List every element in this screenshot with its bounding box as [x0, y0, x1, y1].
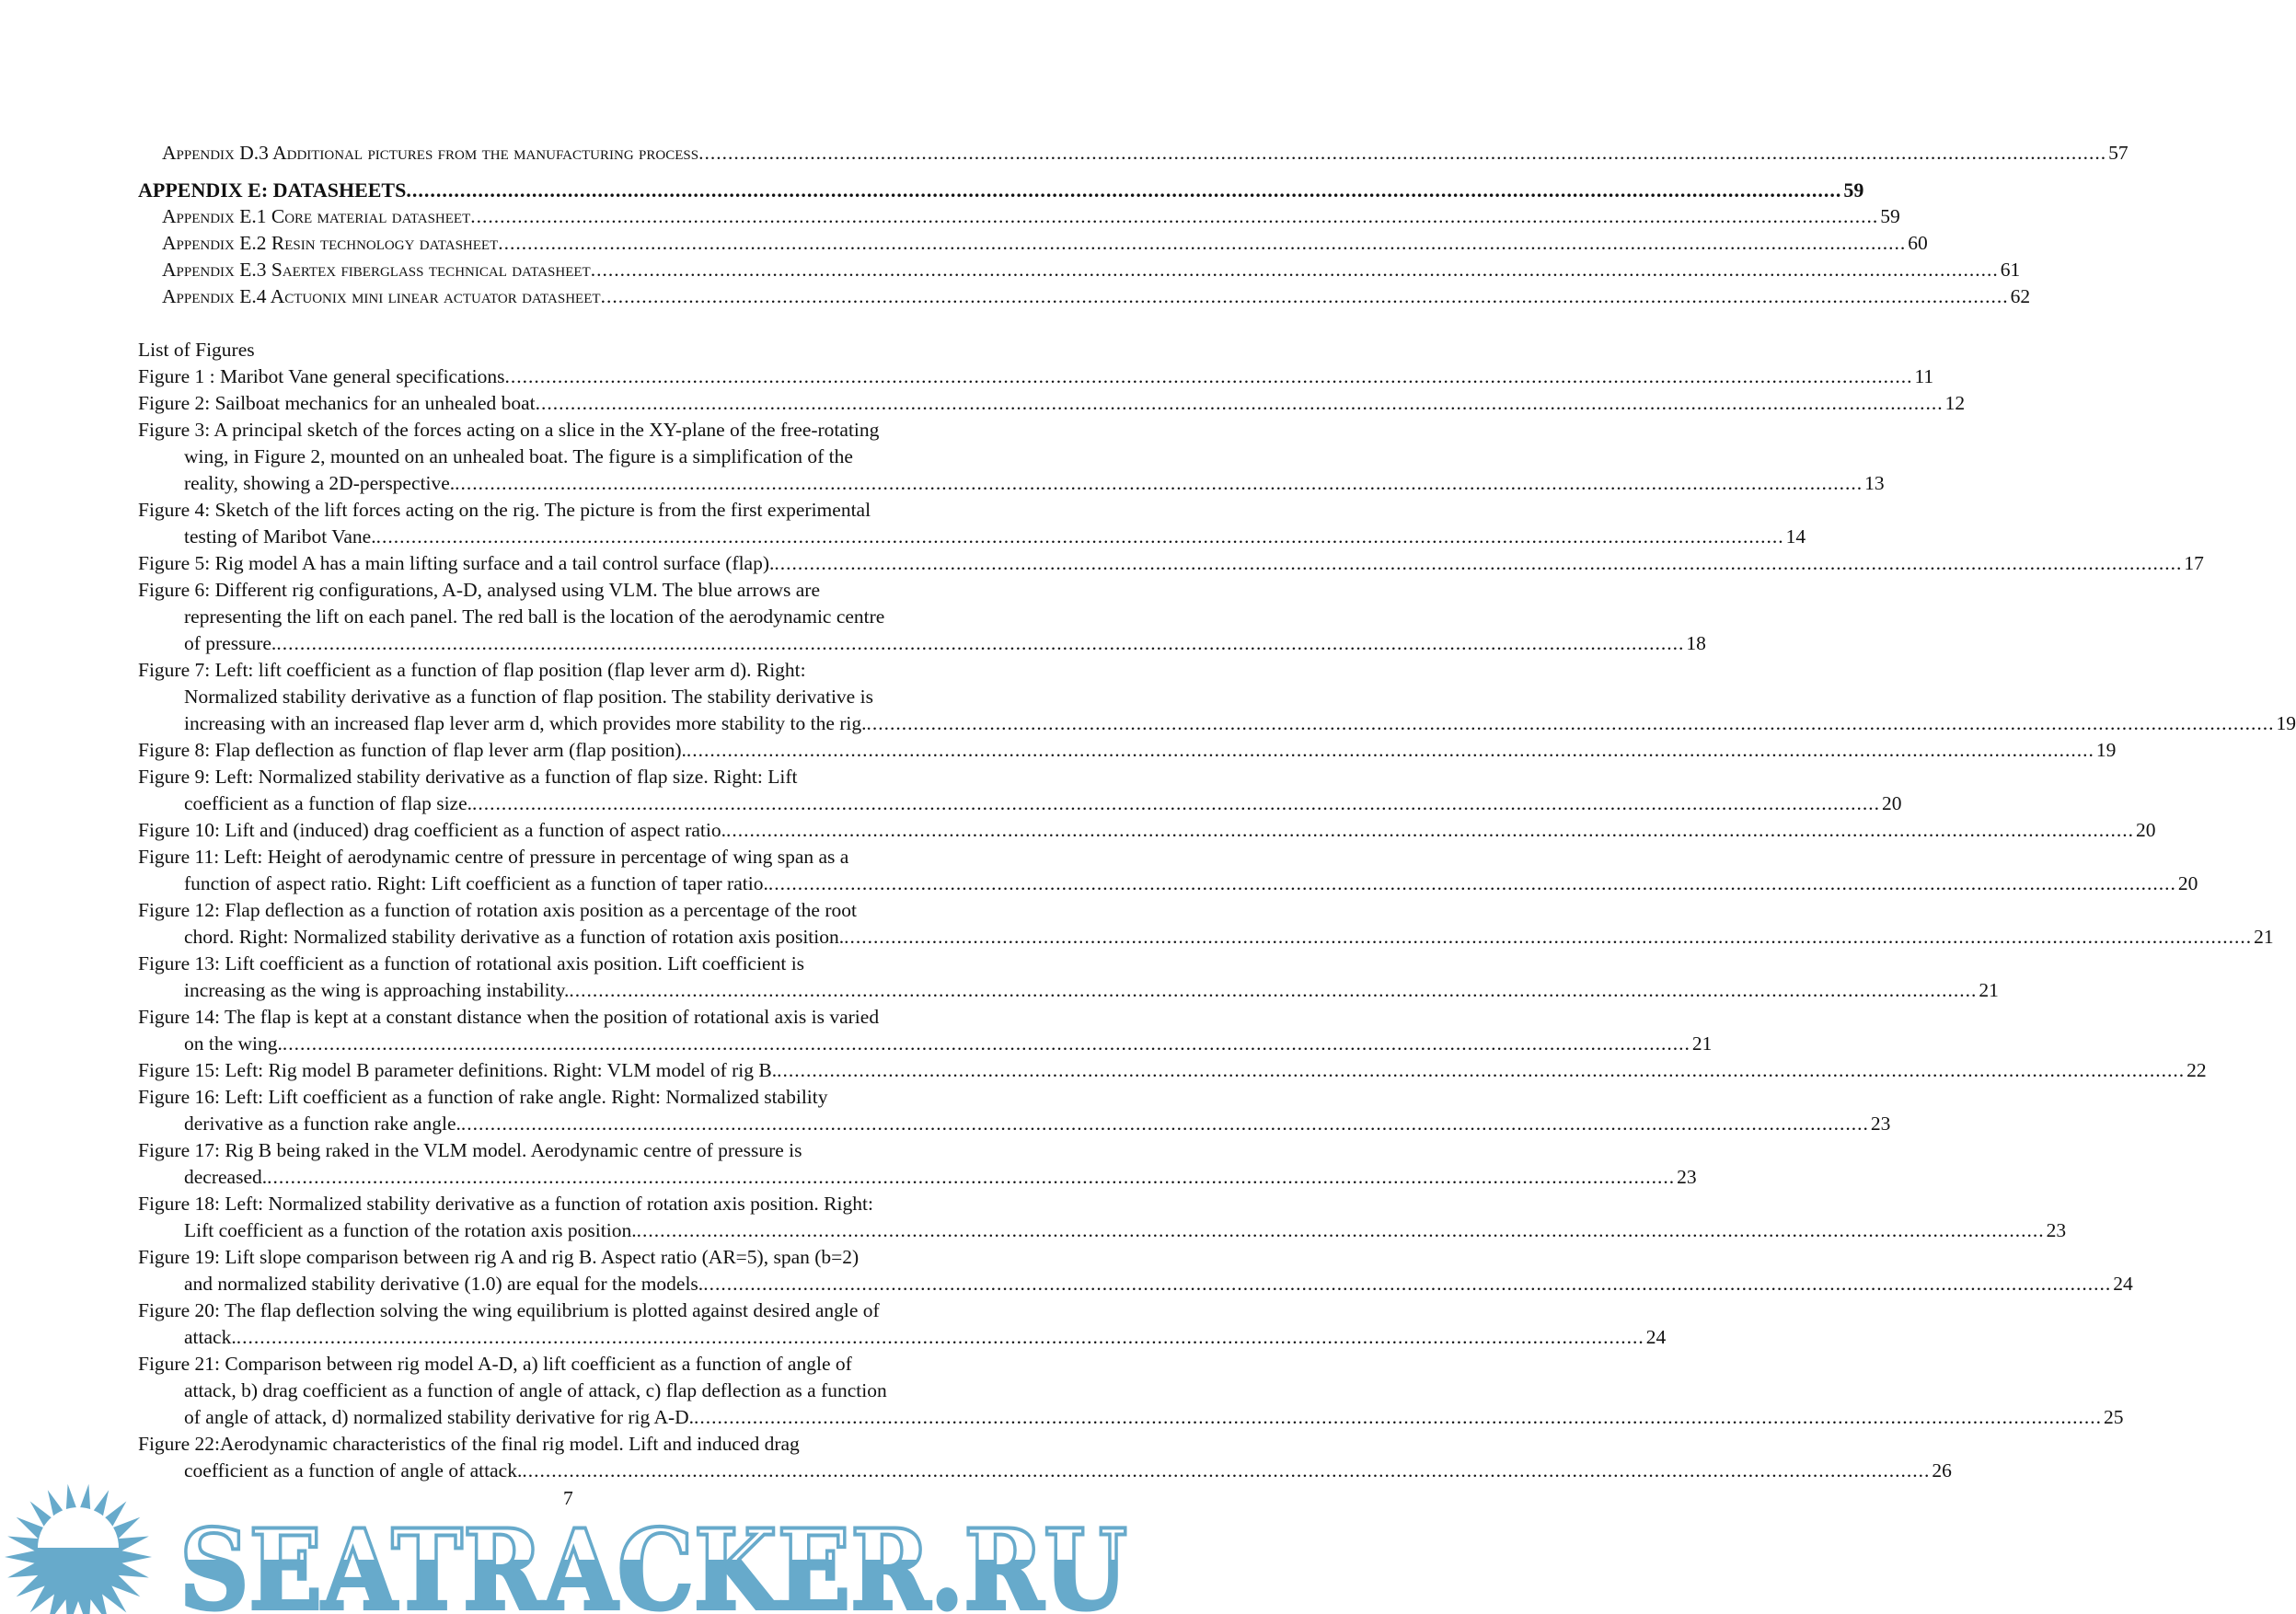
- entry-text: Figure 12: Flap deflection as a function of rotation axis position as a percentage of the root: [138, 899, 857, 921]
- page-ref: 60: [1908, 232, 1928, 254]
- entry-text: Figure 15: Left: Rig model B parameter definitions. Right: VLM model of rig B.: [138, 1059, 778, 1081]
- entry-line: [138, 1431, 1011, 1458]
- figure-entry[interactable]: [138, 764, 1902, 817]
- dot-leader: [844, 924, 2252, 951]
- entry-text: Figure 11: Left: Height of aerodynamic centre of pressure in percentage of wing span as a: [138, 846, 849, 868]
- entry-line: [138, 897, 1011, 924]
- entry-text: decreased.: [184, 1166, 268, 1188]
- entry-text: function of aspect ratio. Right: Lift coefficient as a function of taper ratio.: [184, 872, 768, 894]
- entry-text: Figure 8: Flap deflection as function of flap lever arm (flap position).: [138, 739, 686, 761]
- entry-line: [138, 1217, 2067, 1244]
- dot-leader: [867, 710, 2275, 737]
- entry-text: Figure 17: Rig B being raked in the VLM model. Aerodynamic centre of pressure is: [138, 1139, 802, 1161]
- entry-text: reality, showing a 2D-perspective.: [184, 472, 456, 494]
- figure-entry[interactable]: [138, 417, 1885, 497]
- toc-entry[interactable]: [138, 283, 2031, 310]
- entry-text: derivative as a function rake angle.: [184, 1113, 461, 1135]
- dot-leader: [694, 1404, 2102, 1431]
- page-ref: 59: [1880, 205, 1900, 227]
- figure-entry[interactable]: [138, 577, 1706, 657]
- page-ref: 18: [1686, 632, 1706, 654]
- entry-line: [138, 951, 1011, 977]
- entry-line: [138, 363, 1934, 390]
- dot-leader: [470, 203, 1878, 230]
- entry-text: of angle of attack, d) normalized stability derivative for rig A-D.: [184, 1406, 695, 1428]
- dot-leader: [498, 230, 1906, 257]
- figure-entry[interactable]: [138, 390, 1966, 417]
- entry-text: Appendix E.3 Saertex fiberglass technical datasheet: [162, 259, 591, 281]
- dot-leader: [569, 977, 1977, 1004]
- entry-text: coefficient as a function of flap size.: [184, 792, 473, 814]
- dot-leader: [536, 390, 1944, 417]
- entry-text: Figure 13: Lift coefficient as a function of rotational axis position. Lift coefficient is: [138, 952, 805, 974]
- dot-leader: [455, 470, 1863, 497]
- entry-text: Figure 18: Left: Normalized stability derivative as a function of rotation axis position. Right:: [138, 1193, 873, 1215]
- toc-entry[interactable]: [138, 203, 1900, 230]
- figure-entry[interactable]: [138, 1431, 1952, 1484]
- entry-text: Figure 2: Sailboat mechanics for an unhealed boat: [138, 392, 536, 414]
- entry-text: representing the lift on each panel. The red ball is the location of the aerodynamic centre: [184, 605, 885, 628]
- figure-entry[interactable]: [138, 897, 2274, 951]
- dot-leader: [703, 1271, 2111, 1297]
- page-ref: 23: [1870, 1113, 1891, 1135]
- dot-leader: [522, 1458, 1930, 1484]
- entry-line: [138, 390, 1966, 417]
- entry-line: [138, 1084, 1011, 1111]
- entry-text: testing of Maribot Vane.: [184, 525, 376, 548]
- entry-text: Normalized stability derivative as a function of flap position. The stability derivative is: [184, 686, 873, 708]
- page-ref: 57: [2108, 142, 2129, 164]
- dot-leader: [768, 870, 2176, 897]
- entry-text: wing, in Figure 2, mounted on an unhealed boat. The figure is a simplification of the: [184, 445, 853, 467]
- figure-entry[interactable]: [138, 951, 1999, 1004]
- seatracker-watermark-logo: [0, 1500, 1140, 1614]
- entry-text: on the wing.: [184, 1032, 283, 1055]
- toc-entry[interactable]: [138, 230, 1928, 257]
- dot-leader: [267, 1164, 1675, 1191]
- entry-text: Figure 14: The flap is kept at a constant distance when the position of rotational axis is varied: [138, 1006, 880, 1028]
- figure-entry[interactable]: [138, 1297, 1667, 1351]
- entry-line: [138, 550, 2204, 577]
- page-ref: 21: [1979, 979, 1999, 1001]
- entry-line: [138, 1191, 1011, 1217]
- dot-leader: [472, 790, 1880, 817]
- list-of-figures-heading: List of Figures: [138, 339, 255, 361]
- figure-entry[interactable]: [138, 657, 2296, 737]
- page-ref: 24: [2113, 1273, 2133, 1295]
- page-ref: 25: [2104, 1406, 2124, 1428]
- figure-entry[interactable]: [138, 737, 2117, 764]
- figure-entry[interactable]: [138, 817, 2156, 844]
- entry-line: [138, 1244, 1011, 1271]
- entry-line: [138, 257, 2021, 283]
- entry-text: of pressure.: [184, 632, 277, 654]
- entry-text: Figure 21: Comparison between rig model A-D, a) lift coefficient as a function of angle of: [138, 1353, 852, 1375]
- entry-line: [138, 444, 1011, 470]
- page-ref: 19: [2095, 739, 2117, 761]
- watermark-text: SEATRACKER.RU: [179, 1505, 1127, 1614]
- entry-line: [138, 230, 1928, 257]
- entry-text: Figure 20: The flap deflection solving the wing equilibrium is plotted against desired angle of: [138, 1299, 880, 1321]
- dot-leader: [591, 257, 1999, 283]
- toc-entry[interactable]: [138, 177, 1864, 203]
- page-ref: 22: [2186, 1059, 2207, 1081]
- page-ref: 11: [1914, 365, 1934, 387]
- entry-text: increasing with an increased flap lever arm d, which provides more stability to the rig.: [184, 712, 867, 734]
- entry-line: [138, 817, 2156, 844]
- entry-line: [138, 710, 2296, 737]
- figure-entry[interactable]: [138, 497, 1806, 550]
- entry-text: Figure 3: A principal sketch of the forces acting on a slice in the XY-plane of the free-rotating: [138, 419, 880, 441]
- entry-line: [138, 604, 1011, 630]
- page-ref: 24: [1645, 1326, 1667, 1348]
- page-ref: 20: [2177, 872, 2198, 894]
- figure-entry[interactable]: [138, 1244, 2133, 1297]
- dot-leader: [637, 1217, 2045, 1244]
- entry-text: coefficient as a function of angle of attack.: [184, 1459, 523, 1481]
- entry-text: Figure 10: Lift and (induced) drag coefficient as a function of aspect ratio.: [138, 819, 726, 841]
- page-ref: 59: [1843, 179, 1864, 202]
- dot-leader: [601, 283, 2009, 310]
- entry-text: Appendix E.4 Actuonix mini linear actuator datasheet: [162, 285, 601, 307]
- entry-text: chord. Right: Normalized stability derivative as a function of rotation axis position.: [184, 926, 845, 948]
- entry-line: [138, 470, 1885, 497]
- list-of-figures: [138, 363, 2296, 1484]
- entry-line: [138, 1111, 1891, 1137]
- dot-leader: [698, 140, 2106, 167]
- entry-text: Figure 16: Left: Lift coefficient as a function of rake angle. Right: Normalized stability: [138, 1086, 828, 1108]
- page-ref: 20: [2136, 819, 2156, 841]
- figure-entry[interactable]: [138, 550, 2204, 577]
- entry-line: [138, 630, 1706, 657]
- figure-entry[interactable]: [138, 363, 1934, 390]
- entry-line: [138, 1057, 2207, 1084]
- dot-leader: [406, 177, 1841, 203]
- dot-leader: [777, 1057, 2185, 1084]
- entry-line: [138, 1137, 1011, 1164]
- figure-entry[interactable]: [138, 1004, 1713, 1057]
- page-ref: 61: [2000, 259, 2021, 281]
- page-ref: 20: [1882, 792, 1902, 814]
- page-ref: 19: [2276, 712, 2296, 734]
- figure-entry[interactable]: [138, 1137, 1697, 1191]
- sun-icon: [5, 1484, 152, 1614]
- entry-line: [138, 657, 1011, 684]
- entry-text: Figure 22:Aerodynamic characteristics of the final rig model. Lift and induced drag: [138, 1433, 800, 1455]
- entry-text: Figure 6: Different rig configurations, A-D, analysed using VLM. The blue arrows are: [138, 579, 820, 601]
- entry-line: [138, 283, 2031, 310]
- appendix-toc: [138, 140, 2129, 310]
- entry-line: [138, 497, 1011, 524]
- entry-text: APPENDIX E: DATASHEETS: [138, 179, 407, 202]
- figure-entry[interactable]: [138, 1191, 2067, 1244]
- page-ref: 62: [2010, 285, 2031, 307]
- dot-leader: [376, 524, 1784, 550]
- entry-line: [138, 737, 2117, 764]
- entry-line: [138, 203, 1900, 230]
- entry-line: [138, 684, 1011, 710]
- entry-line: [138, 870, 2198, 897]
- entry-line: [138, 417, 1011, 444]
- entry-line: [138, 1164, 1697, 1191]
- entry-text: and normalized stability derivative (1.0) are equal for the models.: [184, 1273, 704, 1295]
- entry-line: [138, 1378, 1011, 1404]
- page-ref: 23: [2046, 1219, 2067, 1241]
- entry-line: [138, 1351, 1011, 1378]
- entry-line: [138, 177, 1864, 203]
- entry-text: Lift coefficient as a function of the rotation axis position.: [184, 1219, 637, 1241]
- figure-entry[interactable]: [138, 1351, 2124, 1431]
- dot-leader: [276, 630, 1684, 657]
- entry-line: [138, 924, 2274, 951]
- entry-text: Figure 19: Lift slope comparison between rig A and rig B. Aspect ratio (AR=5), span (b=2): [138, 1246, 860, 1268]
- page-ref: 17: [2184, 552, 2204, 574]
- page-ref: 12: [1944, 392, 1966, 414]
- figure-entry[interactable]: [138, 1057, 2207, 1084]
- entry-text: attack, b) drag coefficient as a function of angle of attack, c) flap deflection as a function: [184, 1379, 887, 1401]
- dot-leader: [726, 817, 2134, 844]
- entry-line: [138, 1031, 1713, 1057]
- page-ref: 21: [1691, 1032, 1713, 1055]
- toc-entry[interactable]: [138, 140, 2129, 167]
- figure-entry[interactable]: [138, 844, 2198, 897]
- page-ref: 14: [1785, 525, 1806, 548]
- dot-leader: [774, 550, 2182, 577]
- entry-line: [138, 790, 1902, 817]
- dot-leader: [283, 1031, 1690, 1057]
- entry-text: attack.: [184, 1326, 237, 1348]
- page-number: 7: [563, 1487, 573, 1509]
- dot-leader: [504, 363, 1912, 390]
- entry-text: Figure 1 : Maribot Vane general specifications: [138, 365, 505, 387]
- entry-text: Figure 5: Rig model A has a main lifting surface and a tail control surface (flap).: [138, 552, 775, 574]
- entry-line: [138, 140, 2129, 167]
- entry-text: Figure 4: Sketch of the lift forces acting on the rig. The picture is from the first experimental: [138, 499, 871, 521]
- dot-leader: [237, 1324, 1644, 1351]
- entry-line: [138, 1271, 2133, 1297]
- entry-line: [138, 1324, 1667, 1351]
- toc-entry[interactable]: [138, 257, 2021, 283]
- entry-line: [138, 1458, 1952, 1484]
- entry-text: increasing as the wing is approaching instability.: [184, 979, 570, 1001]
- page-ref: 13: [1864, 472, 1885, 494]
- entry-line: [138, 524, 1806, 550]
- entry-line: [138, 577, 1011, 604]
- figure-entry[interactable]: [138, 1084, 1891, 1137]
- dot-leader: [686, 737, 2094, 764]
- entry-text: Figure 9: Left: Normalized stability derivative as a function of flap size. Right: Lift: [138, 766, 798, 788]
- entry-line: [138, 1404, 2124, 1431]
- entry-text: Appendix D.3 Additional pictures from the manufacturing process: [162, 142, 699, 164]
- page-ref: 23: [1677, 1166, 1697, 1188]
- dot-leader: [461, 1111, 1869, 1137]
- page-ref: 21: [2254, 926, 2274, 948]
- entry-text: Appendix E.2 Resin technology datasheet: [162, 232, 499, 254]
- page-ref: 26: [1932, 1459, 1952, 1481]
- entry-line: [138, 1004, 1011, 1031]
- entry-text: Figure 7: Left: lift coefficient as a function of flap position (flap lever arm d). Right:: [138, 659, 806, 681]
- entry-line: [138, 977, 1999, 1004]
- entry-line: [138, 844, 1011, 870]
- entry-line: [138, 764, 1011, 790]
- entry-line: [138, 1297, 1011, 1324]
- entry-text: Appendix E.1 Core material datasheet: [162, 205, 471, 227]
